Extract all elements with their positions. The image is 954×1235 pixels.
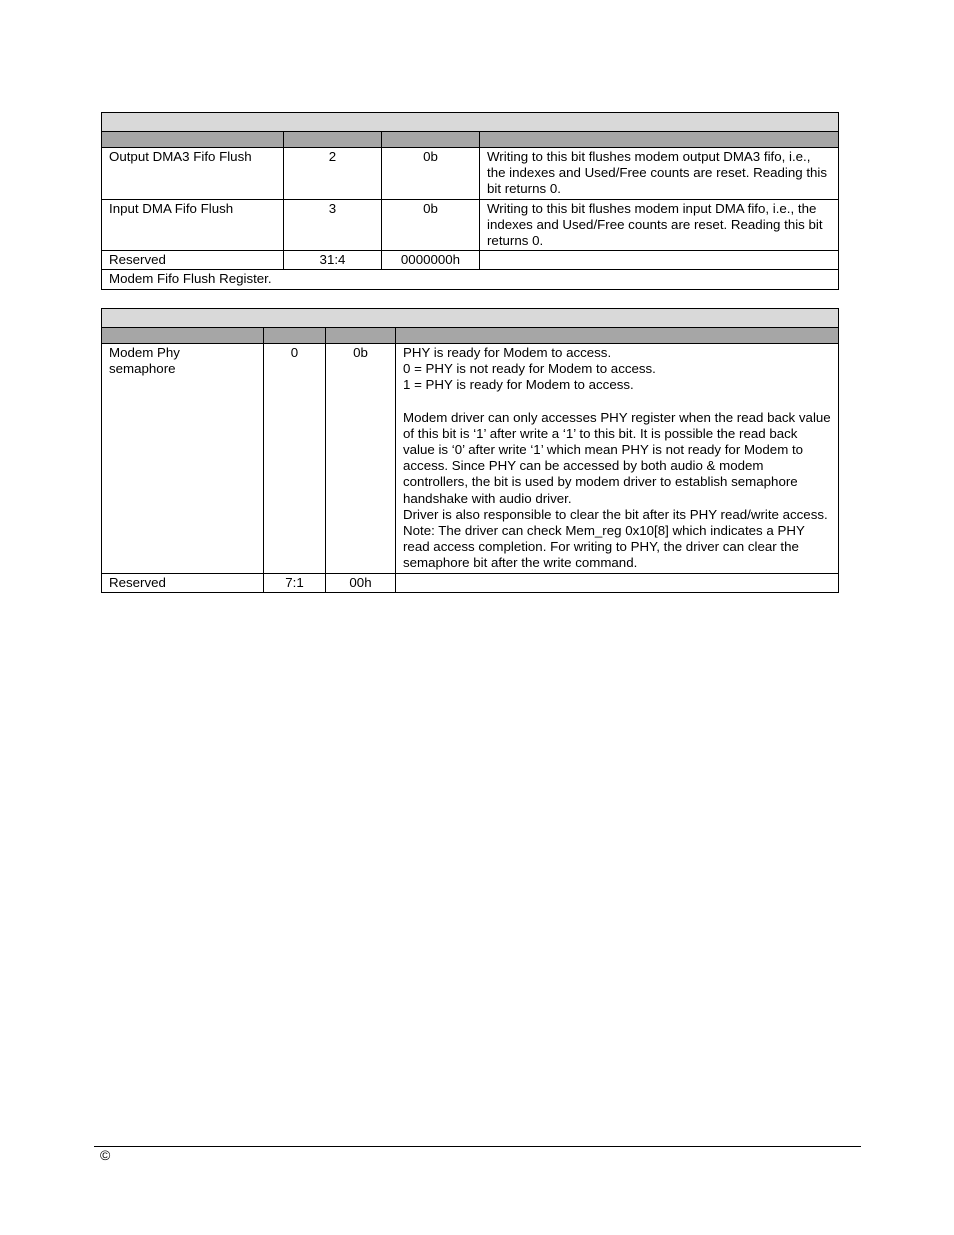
table-title-bar	[102, 309, 839, 328]
footer-divider	[94, 1146, 861, 1147]
field-default: 0000000h	[382, 251, 480, 270]
table-row	[102, 344, 839, 574]
field-bits: 7:1	[264, 573, 326, 592]
description-paragraph: Modem driver can only accesses PHY register when the read back value of this bit is ‘1’ after write a ‘1’ to this bit. It is possible the read back value is ‘0’ after write ‘1’ which mean PHY is not ready for Modem to access. Since PHY can be accessed by both audio & modem controllers, the bit is used by modem driver to establish semaphore handshake with audio driver.	[403, 409, 831, 506]
field-default: 0b	[382, 199, 480, 251]
field-default: 00h	[326, 573, 396, 592]
field-description	[480, 251, 839, 270]
description-paragraph: Note: The driver can check Mem_reg 0x10[8] which indicates a PHY read access completion. For writing to PHY, the driver can clear the semaphore bit after the write command.	[403, 523, 805, 571]
table-header-row	[102, 132, 839, 148]
paragraph-gap	[403, 394, 831, 410]
field-name: Reserved	[102, 251, 284, 270]
table-row	[102, 573, 839, 592]
field-name: Reserved	[102, 573, 264, 592]
table-title-bar	[102, 113, 839, 132]
phy-semaphore-register-table	[101, 308, 839, 593]
field-description: Writing to this bit flushes modem output DMA3 fifo, i.e., the indexes and Used/Free counts are reset. Reading this bit returns 0.	[480, 148, 839, 200]
field-description: Writing to this bit flushes modem input DMA fifo, i.e., the indexes and Used/Free counts are reset. Reading this bit returns 0.	[480, 199, 839, 251]
field-default: 0b	[326, 344, 396, 574]
field-name: Output DMA3 Fifo Flush	[102, 148, 284, 200]
description-line: PHY is ready for Modem to access.	[403, 345, 612, 360]
field-name: Input DMA Fifo Flush	[102, 199, 284, 251]
table-header-row	[102, 328, 839, 344]
field-bits: 31:4	[284, 251, 382, 270]
field-bits: 3	[284, 199, 382, 251]
copyright-symbol: ©	[100, 1147, 111, 1163]
field-bits: 2	[284, 148, 382, 200]
description-line: 1 = PHY is ready for Modem to access.	[403, 377, 634, 393]
table-row	[102, 251, 839, 270]
table-footer-row	[102, 270, 839, 289]
field-description	[396, 344, 839, 574]
table-row	[102, 199, 839, 251]
field-bits: 0	[264, 344, 326, 574]
table-row	[102, 148, 839, 200]
field-description	[396, 573, 839, 592]
field-name: Modem Phy semaphore	[102, 344, 264, 574]
field-default: 0b	[382, 148, 480, 200]
description-paragraph: Driver is also responsible to clear the bit after its PHY read/write access.	[403, 506, 828, 522]
register-caption: Modem Fifo Flush Register.	[102, 270, 839, 289]
description-line: 0 = PHY is not ready for Modem to access.	[403, 361, 656, 377]
fifo-flush-register-table	[101, 112, 839, 290]
